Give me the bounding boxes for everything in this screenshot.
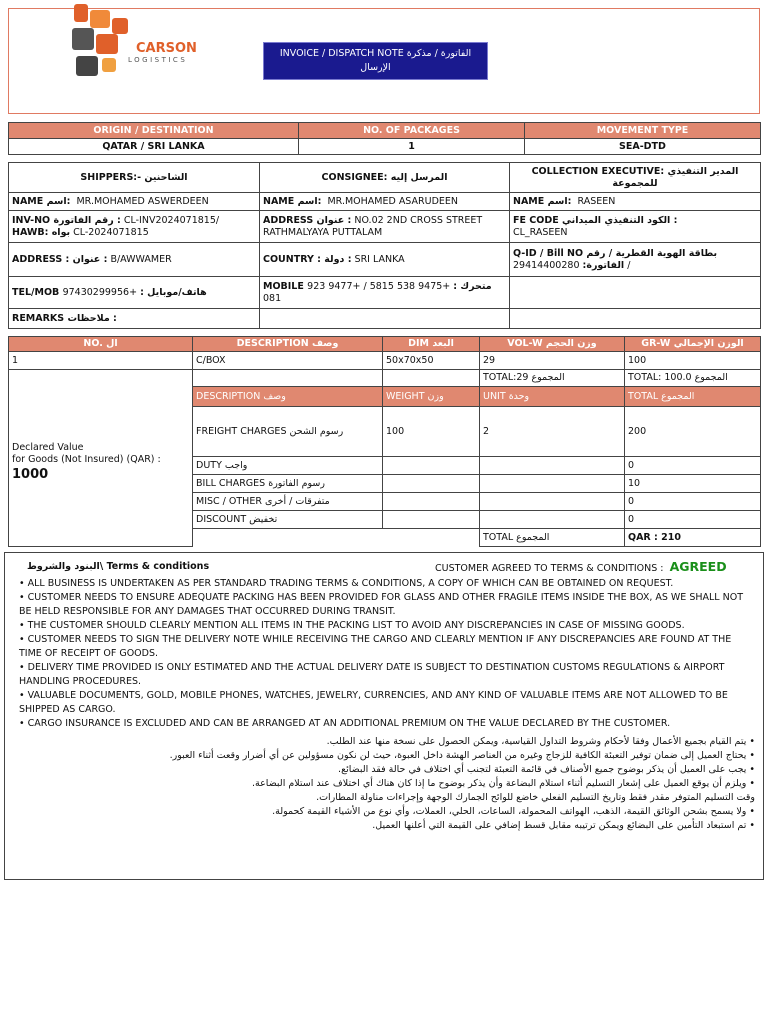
logo-name: CARSON: [136, 41, 197, 56]
freight-desc: FREIGHT CHARGES رسوم الشحن: [193, 407, 383, 457]
remarks-value: [260, 309, 510, 329]
collection-heading: COLLECTION EXECUTIVE: المدير التنفيذي للمجموعة: [510, 163, 761, 193]
term-en: • CARGO INSURANCE IS EXCLUDED AND CAN BE ARRANGED AT AN ADDITIONAL PREMIUM ON THE VALUE DECLARED BY THE CUSTOMER.: [19, 718, 671, 729]
shippers-heading: SHIPPERS:- الشاحنين: [9, 163, 260, 193]
remarks-label: REMARKS ملاحظات :: [9, 309, 260, 329]
term-en: • CUSTOMER NEEDS TO ENSURE ADEQUATE PACKING HAS BEEN PROVIDED FOR GLASS AND OTHER FRAGILE ITEMS INSIDE THE BOX, AS WE SHALL NOT BE HELD RESPONSIBLE FOR ANY DAMAGES THAT OCCURRED DURING TRANSIT.: [19, 592, 743, 617]
shipper-address-label: ADDRESS : عنوان :: [12, 253, 108, 265]
remarks-blank: [510, 309, 761, 329]
tel-label: TEL/MOB هاتف/موبايل :: [12, 286, 207, 298]
term-ar: وقت التسليم المتوفر مقدر فقط وتاريخ التسليم الفعلي خاضع للوائح الجمارك الوجهة وإجراءات مناولة المطارات.: [316, 792, 755, 803]
item-grw: 100: [625, 352, 761, 370]
inv-label: INV-NO رقم الفاتورة :: [12, 214, 121, 226]
agree-label: CUSTOMER AGREED TO TERMS & CONDITIONS :: [435, 563, 664, 574]
executive-name: RASEEN: [577, 195, 616, 207]
term-ar: • يجب على العميل أن يذكر بوضوح جميع الأصناف في قائمة التعبئة لتجنب أي اختلاف في حالة فقد البضائع.: [338, 764, 755, 775]
consignee-address-label: ADDRESS عنوان :: [263, 214, 352, 226]
misc-weight: [383, 493, 480, 511]
bill-weight: [383, 475, 480, 493]
discount-desc: DISCOUNT تخفيض: [193, 511, 383, 529]
agree-status: AGREED: [669, 559, 727, 574]
freight-total: 200: [625, 407, 761, 457]
grw-header: GR-W الوزن الإجمالي: [625, 337, 761, 352]
duty-unit: [480, 457, 625, 475]
blank-left: [193, 529, 383, 547]
agree-line: [435, 559, 727, 574]
charge-desc-header: DESCRIPTION وصف: [193, 387, 383, 407]
packages-value: 1: [299, 139, 525, 155]
term-ar: • تم استبعاد التأمين على البضائع ويمكن ترتيبه مقابل قسط إضافي على القيمة التي أعلنها العميل.: [372, 820, 755, 831]
terms-section: [4, 552, 764, 880]
consignee-heading: CONSIGNEE: المرسل إليه: [260, 163, 510, 193]
discount-weight: [383, 511, 480, 529]
duty-desc: DUTY واجب: [193, 457, 383, 475]
blank-dim: [383, 370, 480, 387]
term-en: • THE CUSTOMER SHOULD CLEARLY MENTION ALL ITEMS IN THE PACKING LIST TO AVOID ANY DISCREPANCIES IN CASE OF MISSING GOODS.: [19, 620, 685, 631]
consignee-name-label: NAME اسم:: [263, 195, 322, 207]
dim-header: DIM البعد: [383, 337, 480, 352]
total-grw: TOTAL: المجموع 100.0: [625, 370, 761, 387]
fe-code: CL_RASEEN: [513, 226, 568, 238]
executive-name-label: NAME اسم:: [513, 195, 572, 207]
items-table: [8, 336, 761, 547]
term-ar: • ويلزم أن يوقع العميل على إشعار التسليم أثناء استلام البضاعة وأن يذكر بوضوح ما إذا كان هناك أي اختلاف عند استلام البضاعة.: [252, 778, 755, 789]
declared-label-1: Declared Value: [12, 442, 84, 453]
movement-value: SEA-DTD: [525, 139, 761, 155]
unit-header: UNIT وحدة: [480, 387, 625, 407]
tel-value: +97430299956: [62, 286, 138, 298]
origin-header: ORIGIN / DESTINATION: [9, 123, 299, 139]
item-volw: 29: [480, 352, 625, 370]
freight-unit: 2: [480, 407, 625, 457]
term-en: • VALUABLE DOCUMENTS, GOLD, MOBILE PHONES, WATCHES, JEWELRY, CURRENCIES, AND ANY KIND OF VALUABLE ITEMS ARE NOT ALLOWED TO BE SHIPPED AS CARGO.: [19, 690, 728, 715]
desc-header: DESCRIPTION وصف: [193, 337, 383, 352]
total-volw: TOTAL:المجموع 29: [480, 370, 625, 387]
terms-ar: [5, 735, 763, 833]
misc-total: 0: [625, 493, 761, 511]
consignee-address: NO.02 2ND CROSS STREET RATHMALYAYA PUTTALAM: [263, 214, 483, 238]
logo-sub: LOGISTICS: [128, 56, 188, 64]
volw-header: VOL-W وزن الحجم: [480, 337, 625, 352]
parties-table: [8, 162, 761, 329]
term-ar: • يتم القيام بجميع الأعمال وفقا لأحكام وشروط التداول القياسية، ويمكن الحصول على نسخة منها عند الطلب.: [326, 736, 755, 747]
carson-logo: [68, 0, 208, 82]
declared-value-cell: [9, 370, 193, 547]
origin-value: QATAR / SRI LANKA: [9, 139, 299, 155]
misc-unit: [480, 493, 625, 511]
qid-label: Q-ID / Bill NO بطاقة الهوية القطرية / رقم الفاتورة:: [513, 247, 718, 271]
mobile-value: +9475 538 5815 / +9477 923 081: [263, 280, 451, 304]
grand-total: QAR : 210: [625, 529, 761, 547]
logo-mark-icon: [72, 4, 128, 76]
movement-header: MOVEMENT TYPE: [525, 123, 761, 139]
document-title: INVOICE / DISPATCH NOTE الفاتورة / مذكرة الإرسال: [263, 42, 488, 80]
country-label: COUNTRY : دولة :: [263, 253, 352, 265]
term-en: • DELIVERY TIME PROVIDED IS ONLY ESTIMATED AND THE ACTUAL DELIVERY DATE IS SUBJECT TO DESTINATION CUSTOMS REGULATIONS & AIRPORT HANDLING PROCEDURES.: [19, 662, 725, 687]
term-en: • CUSTOMER NEEDS TO SIGN THE DELIVERY NOTE WHILE RECEIVING THE CARGO AND CLEARLY MENTION IF ANY DISCREPANCIES ARE FOUND AT THE TIME OF RECEIPT OF GOODS.: [19, 634, 732, 659]
misc-desc: MISC / OTHER متفرقات / أخرى: [193, 493, 383, 511]
inv-number: CL-INV2024071815/: [123, 214, 220, 226]
route-table: [8, 122, 761, 155]
bill-desc: BILL CHARGES رسوم الفاتورة: [193, 475, 383, 493]
term-ar: • يحتاج العميل إلى ضمان توفير التعبئة الكافية للزجاج وغيره من العناصر الهشة داخل العبوة، حيث لن نكون مسؤولين عن أي أضرار وقعت أثناء العبور.: [169, 750, 755, 761]
blank-cell: [510, 277, 761, 309]
fe-code-label: FE CODE الكود التنفيذي الميداني :: [513, 214, 678, 226]
terms-title: البنود والشروط\ Terms & conditions: [27, 561, 210, 572]
shipper-name-label: NAME اسم:: [12, 195, 71, 207]
item-dim: 50x70x50: [383, 352, 480, 370]
item-no: 1: [9, 352, 193, 370]
term-ar: • ولا يسمح بشحن الوثائق القيمة، الذهب، الهواتف المحمولة، الساعات، الحلي، العملات، وأي نوع من الأشياء القيمة كحمولة.: [272, 806, 755, 817]
declared-value: 1000: [12, 467, 49, 482]
grand-total-label: TOTAL المجموع: [480, 529, 625, 547]
consignee-name: MR.MOHAMED ASARUDEEN: [327, 195, 458, 207]
country-value: SRI LANKA: [354, 253, 405, 265]
declared-label-2: for Goods (Not Insured) (QAR) :: [12, 454, 161, 465]
weight-header: WEIGHT وزن: [383, 387, 480, 407]
term-en: • ALL BUSINESS IS UNDERTAKEN AS PER STANDARD TRADING TERMS & CONDITIONS, A COPY OF WHICH CAN BE OBTAINED ON REQUEST.: [19, 578, 674, 589]
total-header: TOTAL المجموع: [625, 387, 761, 407]
bill-total: 10: [625, 475, 761, 493]
bill-unit: [480, 475, 625, 493]
qid-value: 29414400280 /: [513, 259, 631, 271]
shipper-address: B/AWWAMER: [110, 253, 172, 265]
shipper-name: MR.MOHAMED ASWERDEEN: [76, 195, 209, 207]
freight-weight: 100: [383, 407, 480, 457]
duty-total: 0: [625, 457, 761, 475]
duty-weight: [383, 457, 480, 475]
discount-unit: [480, 511, 625, 529]
hawb-label: HAWB: بواه: [12, 226, 71, 238]
blank-mid: [383, 529, 480, 547]
no-header: NO. ال: [9, 337, 193, 352]
mobile-label: MOBILE متحرك :: [263, 280, 492, 292]
terms-en: [5, 577, 763, 731]
item-desc: C/BOX: [193, 352, 383, 370]
hawb-number: CL-2024071815: [73, 226, 149, 238]
blank-desc: [193, 370, 383, 387]
packages-header: NO. OF PACKAGES: [299, 123, 525, 139]
discount-total: 0: [625, 511, 761, 529]
